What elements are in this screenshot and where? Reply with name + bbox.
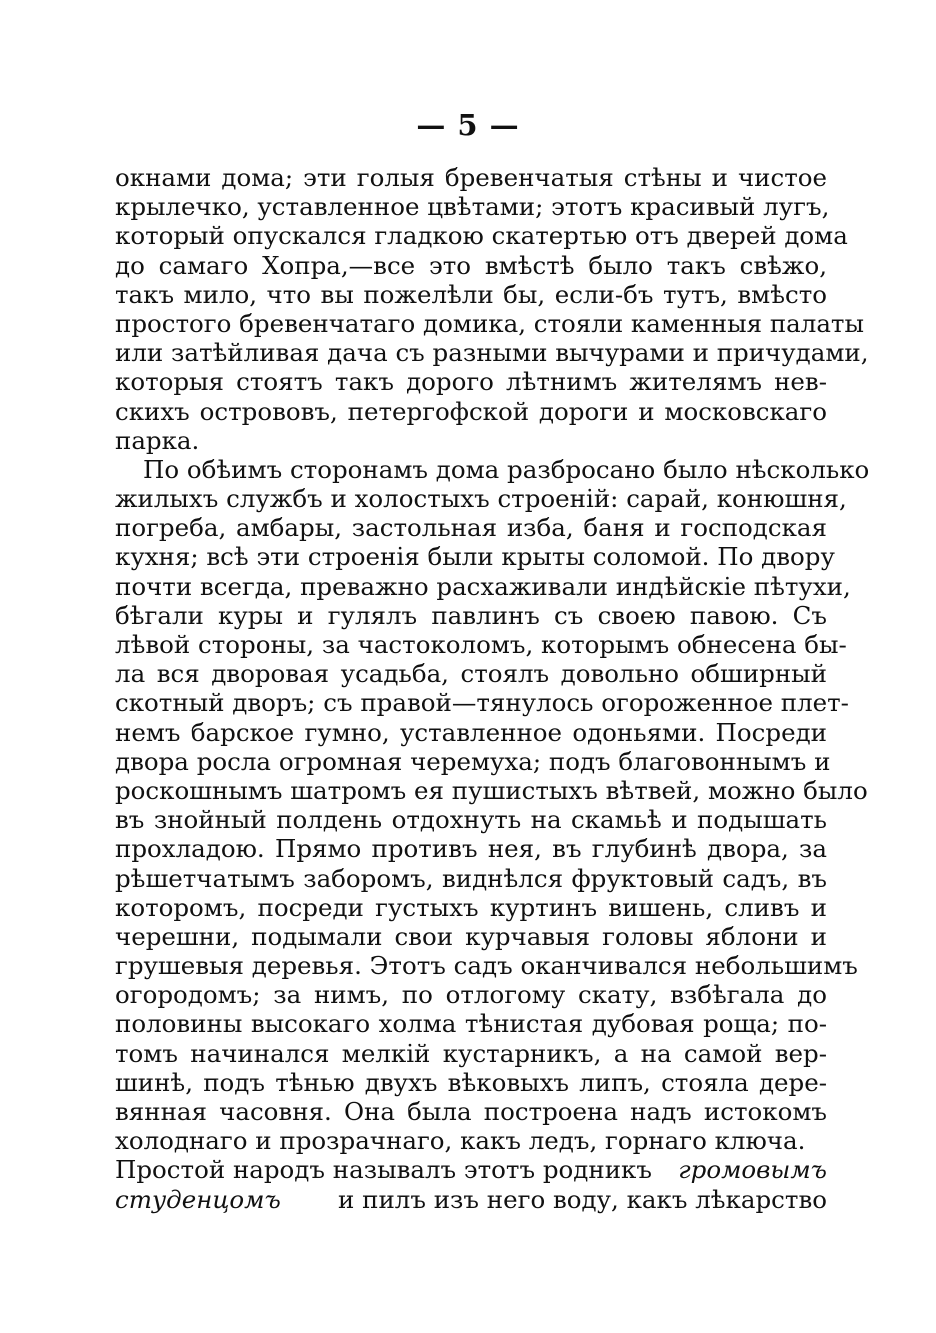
body-text bbox=[115, 163, 870, 1214]
text-line: двора росла огромная черемуха; подъ благовоннымъ и bbox=[115, 746, 831, 776]
text-line: который опускался гладкою скатертью отъ дверей дома bbox=[115, 221, 848, 251]
italic-term: громовымъ bbox=[678, 1155, 827, 1185]
text-line: бѣгали куры и гулялъ павлинъ съ своею павою. Съ bbox=[115, 600, 827, 630]
text-line: простого бревенчатаго домика, стояли каменныя палаты bbox=[115, 308, 864, 338]
text-line: огородомъ; за нимъ, по отлогому скату, взбѣгала до bbox=[115, 980, 827, 1010]
text-line: до самаго Хопра,—все это вмѣстѣ было такъ свѣжо, bbox=[115, 250, 827, 280]
text-line: окнами дома; эти голыя бревенчатыя стѣны и чистое bbox=[115, 163, 827, 192]
italic-term: студенцомъ bbox=[115, 1184, 281, 1214]
text-line: рѣшетчатымъ заборомъ, виднѣлся фруктовый садъ, въ bbox=[115, 863, 827, 893]
text-line: такъ мило, что вы пожелѣли бы, если-бъ тутъ, вмѣсто bbox=[115, 279, 827, 309]
text-line: погреба, амбары, застольная изба, баня и господская bbox=[115, 513, 827, 543]
text-line-mixed-1 bbox=[115, 1155, 827, 1184]
text-line: грушевыя деревья. Этотъ садъ оканчивался небольшимъ bbox=[115, 951, 858, 981]
text-line: въ знойный полдень отдохнуть на скамьѣ и подышать bbox=[115, 805, 827, 835]
text-line: скотный дворъ; съ правой—тянулось огороженное плет- bbox=[115, 688, 849, 718]
text-line: холоднаго и прозрачнаго, какъ ледъ, горнаго ключа. bbox=[115, 1126, 806, 1156]
text-line: лѣвой стороны, за частоколомъ, которымъ обнесена бы- bbox=[115, 630, 847, 659]
text-line: прохладою. Прямо противъ нея, въ глубинѣ двора, за bbox=[115, 834, 827, 864]
text-line: или затѣйливая дача съ разными вычурами и причудами, bbox=[115, 338, 869, 368]
text-line: половины высокаго холма тѣнистая дубовая роща; по- bbox=[115, 1009, 827, 1039]
text-line: которомъ, посреди густыхъ куртинъ вишень, сливъ и bbox=[115, 892, 827, 922]
text-line: шинѣ, подъ тѣнью двухъ вѣковыхъ липъ, стояла дере- bbox=[115, 1067, 827, 1097]
text-segment: и пилъ изъ него воду, какъ лѣкарство bbox=[338, 1184, 827, 1214]
text-line: жилыхъ службъ и холостыхъ строеній: сарай, конюшня, bbox=[115, 484, 847, 514]
text-line: скихъ острововъ, петергофской дороги и московскаго bbox=[115, 396, 827, 426]
text-line: крылечко, уставленное цвѣтами; этотъ красивый лугъ, bbox=[115, 192, 830, 222]
text-line: черешни, подымали свои курчавыя головы яблони и bbox=[115, 921, 827, 951]
page-number: — 5 — bbox=[416, 108, 520, 142]
text-line: кухня; всѣ эти строенія были крыты соломой. По двору bbox=[115, 542, 835, 572]
text-line: почти всегда, преважно расхаживали индѣйскіе пѣтухи, bbox=[115, 571, 851, 601]
text-line-mixed-2 bbox=[115, 1185, 827, 1214]
text-line: немъ барское гумно, уставленное одоньями. Посреди bbox=[115, 717, 827, 747]
text-line: вянная часовня. Она была построена надъ истокомъ bbox=[115, 1097, 827, 1126]
paragraphs-container bbox=[115, 163, 870, 1156]
text-line: ла вся дворовая усадьба, стоялъ довольно обширный bbox=[115, 659, 827, 689]
text-segment: Простой народъ называлъ этотъ родникъ bbox=[115, 1155, 652, 1185]
text-line: томъ начинался мелкій кустарникъ, а на самой вер- bbox=[115, 1038, 827, 1068]
text-line: роскошнымъ шатромъ ея пушистыхъ вѣтвей, можно было bbox=[115, 775, 868, 805]
text-line: По обѣимъ сторонамъ дома разбросано было нѣсколько bbox=[143, 454, 870, 484]
text-line: парка. bbox=[115, 425, 200, 455]
text-line: которыя стоятъ такъ дорого лѣтнимъ жителямъ нев- bbox=[115, 367, 827, 397]
